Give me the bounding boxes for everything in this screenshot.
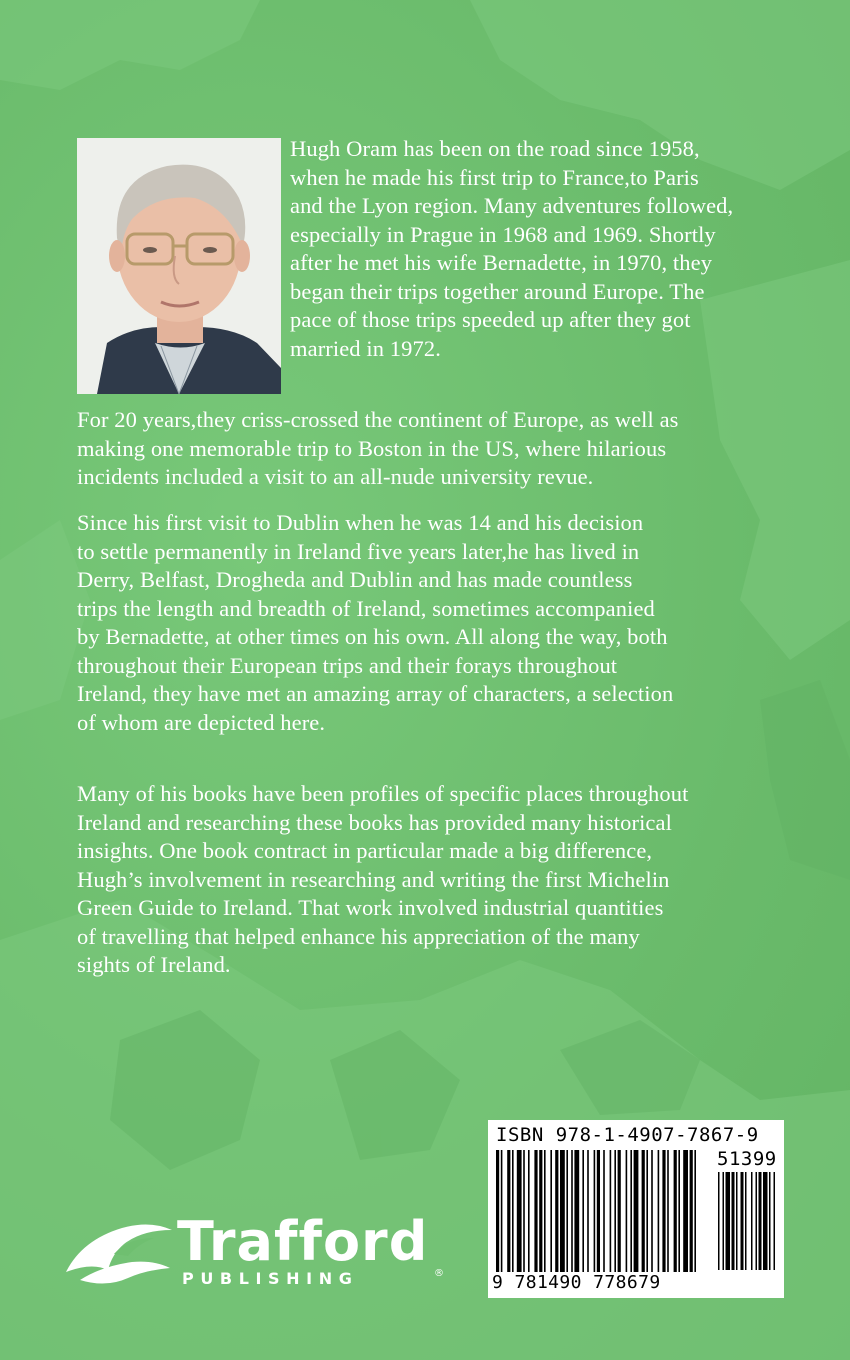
bio-line: married in 1972. bbox=[290, 335, 441, 361]
bio-line: to settle permanently in Ireland five years later,he has lived in bbox=[77, 538, 640, 564]
bio-paragraph-europe bbox=[77, 406, 777, 492]
bio-line: and the Lyon region. Many adventures followed, bbox=[290, 193, 734, 218]
isbn-label: ISBN 978-1-4907-7867-9 bbox=[496, 1124, 759, 1146]
publisher-subtitle: PUBLISHING bbox=[182, 1269, 359, 1288]
bio-paragraph-books bbox=[77, 780, 777, 980]
bio-line: Derry, Belfast, Drogheda and Dublin and has made countless bbox=[77, 567, 633, 592]
wave-logo-icon bbox=[62, 1210, 182, 1290]
bio-line: trips the length and breadth of Ireland, sometimes accompanied bbox=[77, 595, 655, 621]
bio-line: pace of those trips speeded up after they got bbox=[290, 307, 691, 332]
isbn-barcode bbox=[488, 1120, 784, 1298]
bio-line: began their trips together around Europe. The bbox=[290, 278, 705, 304]
bio-line: insights. One book contract in particular made a big difference, bbox=[77, 838, 653, 863]
bio-line: Ireland and researching these books has provided many historical bbox=[77, 809, 672, 835]
bio-line: incidents included a visit to an all-nude university revue. bbox=[77, 464, 594, 489]
publisher-logo bbox=[62, 1210, 452, 1290]
bio-line: Hugh Oram has been on the road since 1958, bbox=[290, 136, 700, 161]
bio-line: sights of Ireland. bbox=[77, 952, 231, 977]
bio-line: when he made his first trip to France,to Paris bbox=[290, 164, 699, 190]
publisher-name: Trafford bbox=[177, 1210, 429, 1273]
bio-line: Hugh’s involvement in researching and writing the first Michelin bbox=[77, 866, 670, 892]
bio-line: by Bernadette, at other times on his own. All along the way, both bbox=[77, 624, 668, 649]
bio-paragraph-ireland bbox=[77, 509, 777, 737]
bio-line: Many of his books have been profiles of specific places throughout bbox=[77, 781, 689, 806]
bio-line: of whom are depicted here. bbox=[77, 709, 326, 735]
author-portrait-icon bbox=[77, 138, 281, 394]
bio-line: throughout their European trips and their forays throughout bbox=[77, 652, 618, 678]
author-photo bbox=[77, 138, 281, 394]
bio-line: making one memorable trip to Boston in the US, where hilarious bbox=[77, 435, 667, 461]
bio-line: especially in Prague in 1968 and 1969. Shortly bbox=[290, 221, 716, 247]
barcode-digits: 9 781490 778679 bbox=[492, 1272, 661, 1293]
registered-mark: ® bbox=[434, 1268, 444, 1279]
bio-line: after he met his wife Bernadette, in 1970, they bbox=[290, 250, 713, 275]
bio-paragraph-intro bbox=[290, 135, 790, 363]
bio-line: For 20 years,they criss-crossed the continent of Europe, as well as bbox=[77, 407, 679, 432]
bio-line: Green Guide to Ireland. That work involved industrial quantities bbox=[77, 895, 664, 920]
bio-line: Ireland, they have met an amazing array of characters, a selection bbox=[77, 681, 674, 706]
bio-line: of travelling that helped enhance his appreciation of the many bbox=[77, 923, 640, 949]
price-code: 51399 bbox=[717, 1148, 777, 1170]
bio-line: Since his first visit to Dublin when he was 14 and his decision bbox=[77, 510, 644, 535]
